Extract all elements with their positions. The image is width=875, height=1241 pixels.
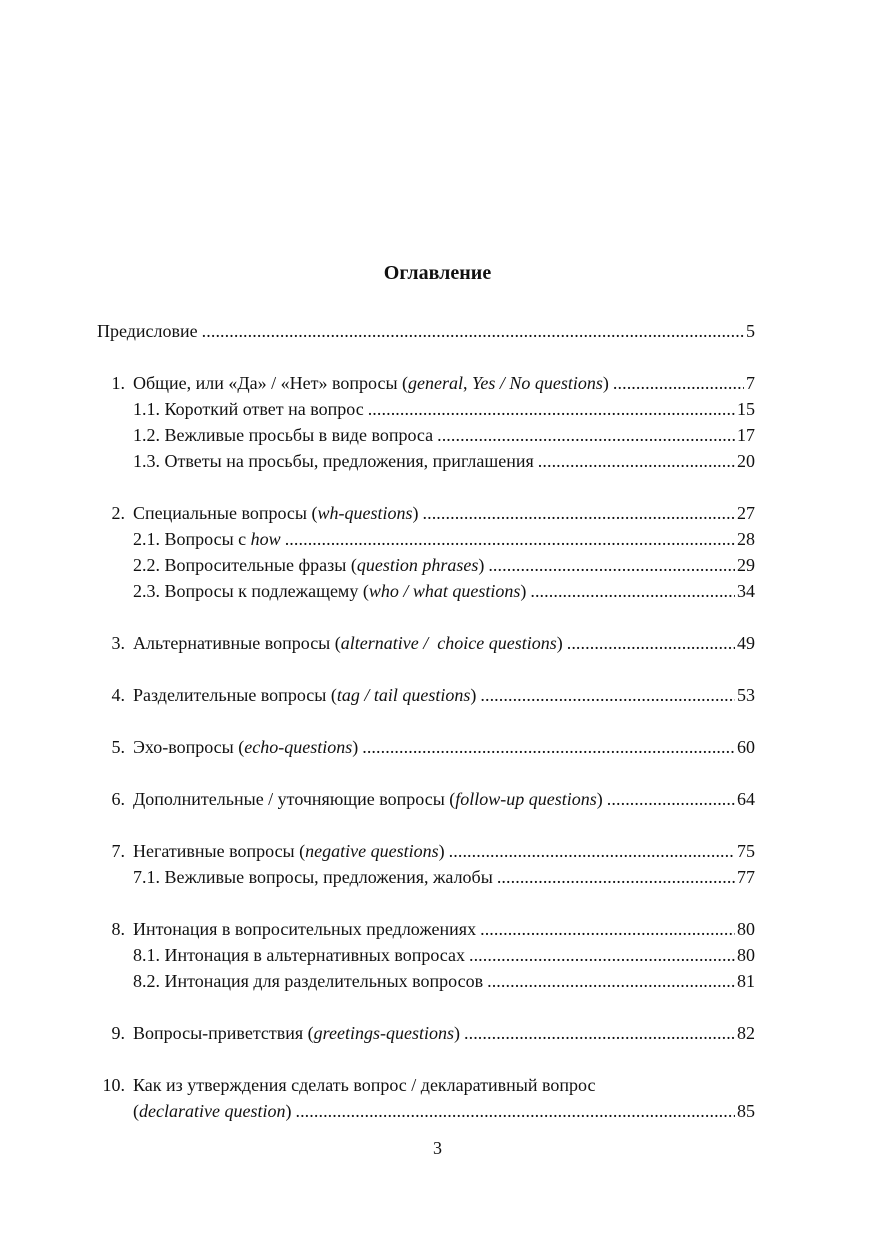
- page-ref: 5: [746, 321, 755, 341]
- page-ref: 60: [737, 737, 755, 757]
- section-number: 10.: [102, 1075, 125, 1095]
- page-ref: 17: [737, 425, 755, 445]
- toc-entry-5[interactable]: 5. Эхо-вопросы (echo-questions) . . . 60: [97, 734, 755, 760]
- page-ref: 80: [737, 919, 755, 939]
- toc-entry-6[interactable]: 6. Дополнительные / уточняющие вопросы (follow-up questions) . . . 64: [97, 786, 755, 812]
- page-ref: 15: [737, 399, 755, 419]
- page-ref: 29: [737, 555, 755, 575]
- page-ref: 49: [737, 633, 755, 653]
- toc-entry-2[interactable]: 2. Специальные вопросы (wh-questions) . . . 27: [97, 500, 755, 526]
- page-ref: 34: [737, 581, 755, 601]
- section-number: 8.: [111, 919, 125, 939]
- page-ref: 82: [737, 1023, 755, 1043]
- page-ref: 53: [737, 685, 755, 705]
- page-ref: 64: [737, 789, 755, 809]
- toc-entry-preface[interactable]: Предисловие . . . 5: [97, 318, 755, 344]
- page-ref: 75: [737, 841, 755, 861]
- toc-entry-8-1[interactable]: 8.1. Интонация в альтернативных вопросах . . . 80: [97, 942, 755, 968]
- section-number: 2.: [111, 503, 125, 523]
- page-ref: 27: [737, 503, 755, 523]
- page-number: 3: [433, 1138, 442, 1158]
- page-ref: 7: [746, 373, 755, 393]
- toc-entry-1-2[interactable]: 1.2. Вежливые просьбы в виде вопроса . . . 17: [97, 422, 755, 448]
- section-number: 6.: [111, 789, 125, 809]
- toc-entry-10[interactable]: [97, 1072, 755, 1098]
- section-number: 7.: [111, 841, 125, 861]
- toc-entry-7-1[interactable]: 7.1. Вежливые вопросы, предложения, жалобы . . . 77: [97, 864, 755, 890]
- page-ref: 20: [737, 451, 755, 471]
- section-number: 5.: [111, 737, 125, 757]
- toc-entry-1-3[interactable]: 1.3. Ответы на просьбы, предложения, приглашения . . . 20: [97, 448, 755, 474]
- section-number: 9.: [111, 1023, 125, 1043]
- toc-entry-7[interactable]: 7. Негативные вопросы (negative questions) . . . 75: [97, 838, 755, 864]
- toc-entry-1-1[interactable]: 1.1. Короткий ответ на вопрос . . . 15: [97, 396, 755, 422]
- page-ref: 81: [737, 971, 755, 991]
- section-number: 1.: [111, 373, 125, 393]
- toc-entry-2-2[interactable]: 2.2. Вопросительные фразы (question phrases) . . . 29: [97, 552, 755, 578]
- toc-entry-2-3[interactable]: 2.3. Вопросы к подлежащему (who / what questions) . . . 34: [97, 578, 755, 604]
- page-ref: 85: [737, 1101, 755, 1121]
- page-ref: 80: [737, 945, 755, 965]
- toc-entry-10-cont[interactable]: (declarative question) . . . 85: [97, 1098, 755, 1124]
- toc-entry-10-line1: Как из утверждения сделать вопрос / декларативный вопрос: [133, 1075, 596, 1095]
- toc-entry-4[interactable]: 4. Разделительные вопросы (tag / tail questions) . . . 53: [97, 682, 755, 708]
- toc-entry-9[interactable]: 9. Вопросы-приветствия (greetings-questions) . . . 82: [97, 1020, 755, 1046]
- toc-entry-8-2[interactable]: 8.2. Интонация для разделительных вопросов . . . 81: [97, 968, 755, 994]
- toc-entry-2-1[interactable]: 2.1. Вопросы с how . . . 28: [97, 526, 755, 552]
- toc-entry-1[interactable]: 1. Общие, или «Да» / «Нет» вопросы (general, Yes / No questions) . . . 7: [97, 370, 755, 396]
- toc-entry-3[interactable]: 3. Альтернативные вопросы (alternative / choice questions) . . . 49: [97, 630, 755, 656]
- section-number: 3.: [111, 633, 125, 653]
- section-number: 4.: [111, 685, 125, 705]
- page-ref: 28: [737, 529, 755, 549]
- toc-entry-8[interactable]: 8. Интонация в вопросительных предложениях . . . 80: [97, 916, 755, 942]
- table-of-contents: [97, 318, 755, 1124]
- page-title: Оглавление: [383, 262, 492, 284]
- page-ref: 77: [737, 867, 755, 887]
